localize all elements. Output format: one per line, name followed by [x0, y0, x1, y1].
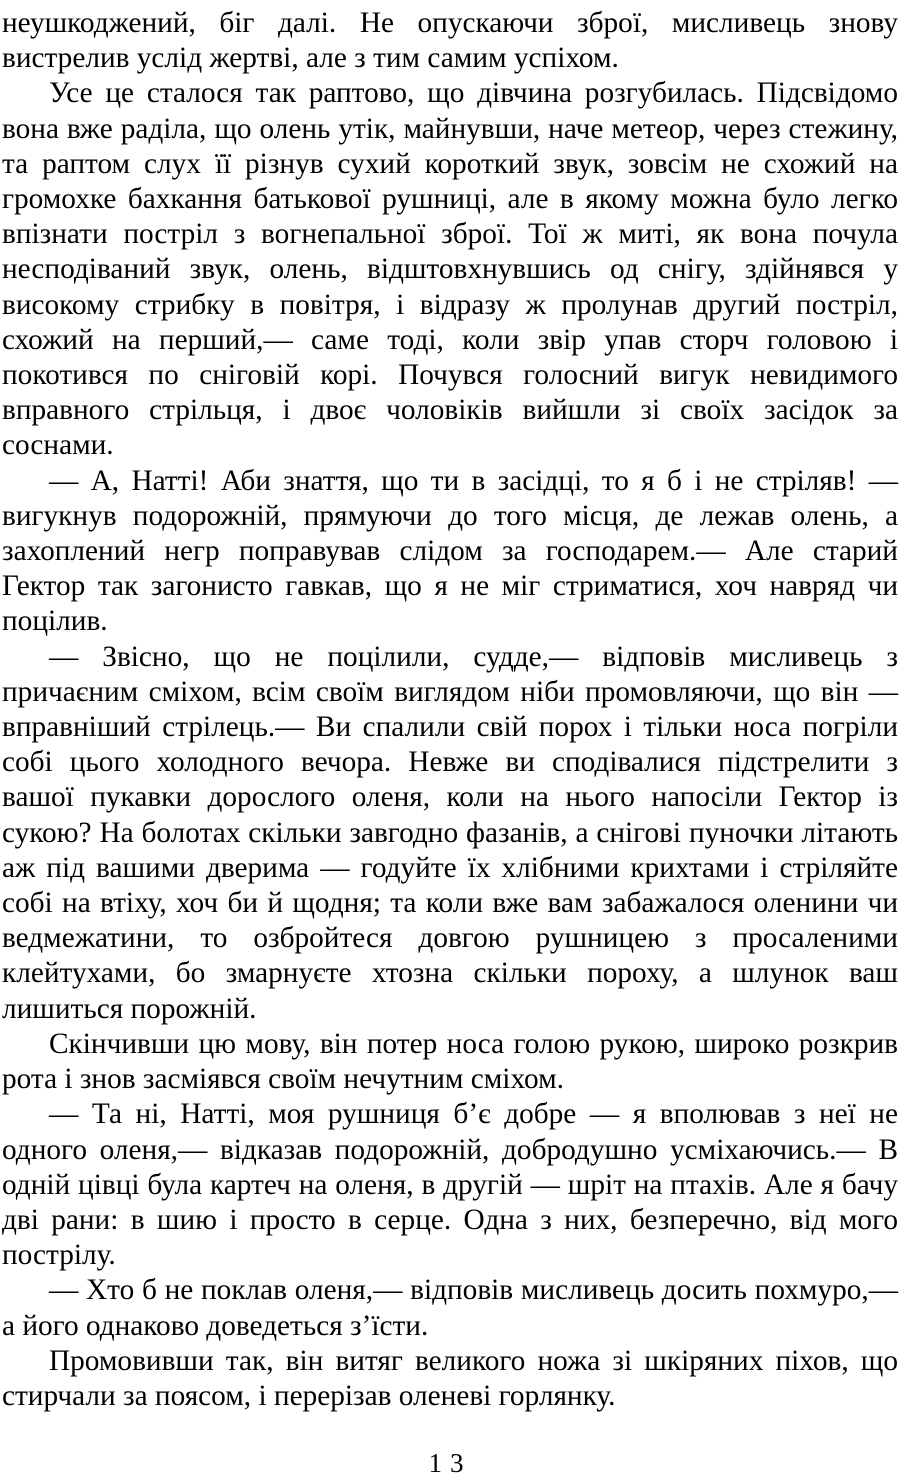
paragraph: Скінчивши цю мову, він потер носа голою рукою, широко розкрив рота і знов засміявся своїм нечутним сміхом. [2, 1027, 898, 1096]
paragraph: Усе це сталося так раптово, що дівчина розгубилась. Підсвідомо вона вже раділа, що олень утік, майнувши, наче метеор, через стежину, та раптом слух її різнув сухий короткий звук, зовсім не схожий на громохке бахкання батькової рушниці, але в якому можна було легко впізнати постріл з вогнепальної зброї. Тої ж миті, як вона почула несподіваний звук, олень, відштовхнувшись од снігу, здійнявся у високому стрибку в повітря, і відразу ж пролунав другий постріл, схожий на перший,— саме тоді, коли звір упав сторч головою і покотився по сніговій корі. Почувся голосний вигук невидимого вправного стрільця, і двоє чоловіків вийшли зі своїх засідок за соснами. [2, 77, 898, 462]
paragraph: неушкоджений, біг далі. Не опускаючи зброї, мисливець знову вистрелив услід жертві, але з тим самим успіхом. [2, 7, 898, 75]
paragraph: — Та ні, Натті, моя рушниця б’є добре — я вполював з неї не одного оленя,— відказав подорожній, добродушно усміхаючись.— В одній цівці була картеч на оленя, в другій — шріт на птахів. Але я бачу дві рани: в шию і просто в серце. Одна з них, безперечно, від мого пострілу. [2, 1098, 898, 1272]
paragraph: — Звісно, що не поцілили, судде,— відповів мисливець з причаєним сміхом, всім своїм виглядом ніби промовляючи, що він — вправніший стрілець.— Ви спалили свій порох і тільки носа погріли собі цього холодного вечора. Невже ви сподівалися підстрелити з вашої пукавки дорослого оленя, коли на нього напосіли Гектор із сукою? На болотах скільки завгодно фазанів, а снігові пуночки літають аж під вашими дверима — годуйте їх хлібними крихтами і стріляйте собі на втіху, хоч би й щодня; та коли вже вам забажалося оленини чи ведмежатини, то озбройтеся довгою рушницею з просаленими клейтухами, бо змарнуєте хтозна скільки пороху, а шлунок ваш лишиться порожній. [2, 640, 898, 1025]
page-number: 13 [428, 1448, 472, 1478]
paragraph: — Хто б не поклав оленя,— відповів мисливець досить похмуро,— а його однаково доведеться з’їсти. [2, 1274, 898, 1342]
paragraph: Промовивши так, він витяг великого ножа зі шкіряних піхов, що стирчали за поясом, і перерізав оленеві горлянку. [2, 1344, 898, 1412]
page-text [2, 6, 898, 1414]
paragraph: — А, Натті! Аби знаття, що ти в засідці, то я б і не стріляв! — вигукнув подорожній, прямуючи до того місця, де лежав олень, а захоплений негр поправував слідом за господарем.— Але старий Гектор так загонисто гавкав, що я не міг стриматися, хоч навряд чи поцілив. [2, 464, 898, 638]
